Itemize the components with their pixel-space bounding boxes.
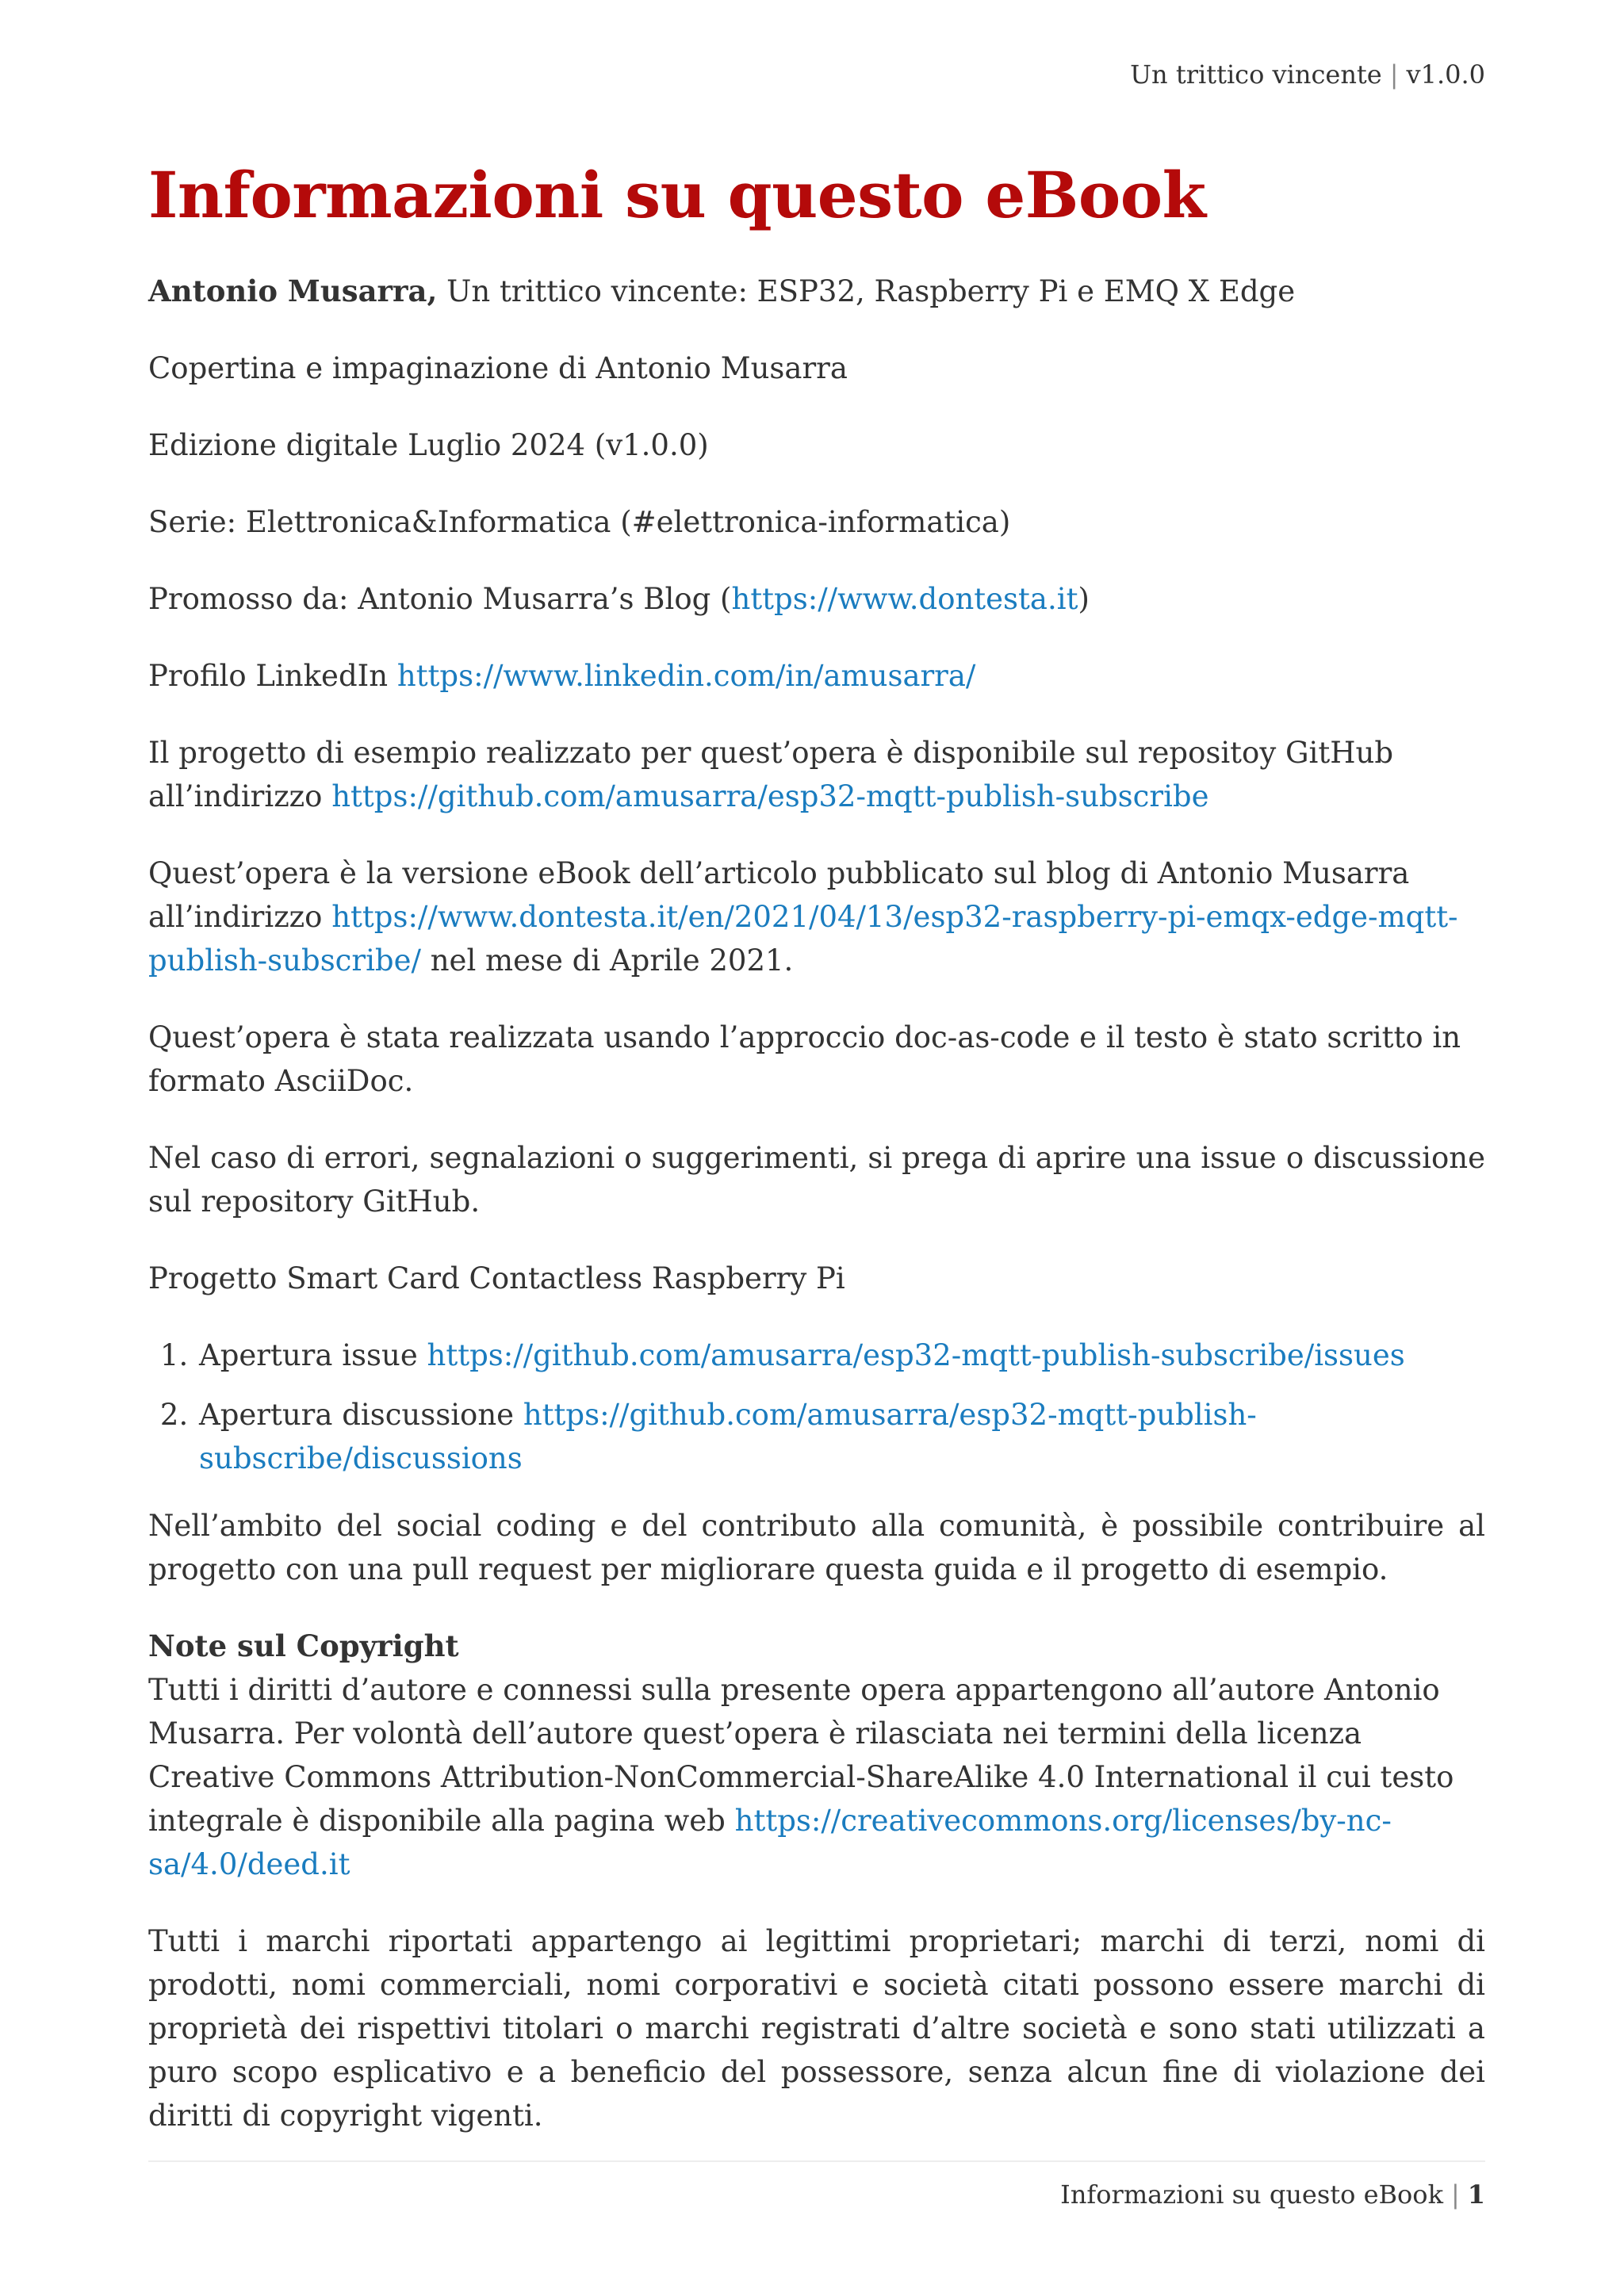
- running-header: [1130, 59, 1485, 90]
- footer-divider: [148, 2160, 1485, 2162]
- errors-paragraph: Nel caso di errori, segnalazioni o suggerimenti, si prega di aprire una issue o discussione sul repository GitHub.: [148, 1141, 1485, 1219]
- book-title: Un trittico vincente: ESP32, Raspberry Pi e EMQ X Edge: [437, 274, 1296, 308]
- doc-as-code-paragraph: Quest’opera è stata realizzata usando l’approccio doc-as-code e il testo è stato scritto in formato AsciiDoc.: [148, 1020, 1461, 1098]
- promoted-suffix: ): [1078, 582, 1090, 616]
- content: [148, 270, 1485, 2171]
- issue-list: [148, 1334, 1485, 1480]
- page: [148, 0, 1485, 2296]
- promoted-by: [148, 577, 1485, 621]
- linkedin-link[interactable]: https://www.linkedin.com/in/amusarra/: [396, 659, 976, 693]
- copyright-note: [148, 1624, 1485, 1886]
- linkedin-prefix: Profilo LinkedIn: [148, 659, 397, 693]
- blog-link[interactable]: https://www.dontesta.it: [731, 582, 1078, 616]
- repo-link[interactable]: https://github.com/amusarra/esp32-mqtt-publish-subscribe: [331, 779, 1209, 813]
- promoted-prefix: Promosso da: Antonio Musarra’s Blog (: [148, 582, 732, 616]
- author-name: Antonio Musarra,: [148, 274, 438, 308]
- article-link[interactable]: https://www.dontesta.it/en/2021/04/13/esp32-raspberry-pi-emqx-edge-mqtt-publish-subscribe/: [148, 900, 1458, 978]
- list-item: [197, 1393, 1485, 1480]
- footer-separator: |: [1450, 2179, 1460, 2210]
- header-separator: |: [1389, 59, 1399, 90]
- page-title: Informazioni su questo eBook: [148, 158, 1206, 232]
- trademarks-paragraph: Tutti i marchi riportati appartengo ai legittimi proprietari; marchi di terzi, nomi di prodotti, nomi commerciali, nomi corporativi e società citati possono essere marchi di proprietà dei rispettivi titolari o marchi registrati d’altre società e sono stati utilizzati a puro scopo esplicativo e a beneficio del possessore, senza alcun fine di violazione dei diritti di copyright vigenti.: [148, 1924, 1485, 2133]
- discussions-link[interactable]: https://github.com/amusarra/esp32-mqtt-publish-subscribe/discussions: [199, 1398, 1257, 1475]
- edition: Edizione digitale Luglio 2024 (v1.0.0): [148, 428, 709, 462]
- social-coding-paragraph: Nell’ambito del social coding e del contributo alla comunità, è possibile contribuire al progetto con una pull request per migliorare questa guida e il progetto di esempio.: [148, 1509, 1485, 1586]
- footer-section: Informazioni su questo eBook: [1060, 2179, 1443, 2210]
- page-number: 1: [1467, 2179, 1485, 2210]
- copyright-text: Tutti i diritti d’autore e connessi sulla presente opera appartengono all’autore Antonio Musarra. Per volontà dell’autore quest’opera è rilasciata nei termini della licenza Creative Commons Attribution-NonCommercial-ShareAlike 4.0 International il cui testo integrale è disponibile alla pagina web: [148, 1673, 1454, 1838]
- list-item: [197, 1334, 1485, 1377]
- article-paragraph: [148, 851, 1485, 982]
- copyright-title: Note sul Copyright: [148, 1628, 459, 1663]
- cover-credit: Copertina e impaginazione di Antonio Musarra: [148, 351, 848, 385]
- project-name: Progetto Smart Card Contactless Raspberry Pi: [148, 1261, 845, 1295]
- license-link[interactable]: https://creativecommons.org/licenses/by-nc-sa/4.0/deed.it: [148, 1804, 1392, 1881]
- article-text: Quest’opera è la versione eBook dell’articolo pubblicato sul blog di Antonio Musarra all’indirizzo: [148, 856, 1410, 934]
- article-suffix: nel mese di Aprile 2021.: [420, 943, 794, 978]
- list-item-label: Apertura issue: [199, 1338, 427, 1372]
- header-version: v1.0.0: [1406, 59, 1485, 90]
- repo-paragraph: [148, 731, 1485, 818]
- issues-link[interactable]: https://github.com/amusarra/esp32-mqtt-publish-subscribe/issues: [427, 1338, 1405, 1372]
- linkedin-profile: [148, 654, 1485, 698]
- list-item-label: Apertura discussione: [199, 1398, 523, 1432]
- header-book-title: Un trittico vincente: [1130, 59, 1382, 90]
- repo-text: Il progetto di esempio realizzato per quest’opera è disponibile sul repositoy GitHub all’indirizzo: [148, 736, 1394, 813]
- author-line: [148, 270, 1485, 313]
- series: Serie: Elettronica&Informatica (#elettronica-informatica): [148, 505, 1011, 539]
- running-footer: [1060, 2179, 1485, 2210]
